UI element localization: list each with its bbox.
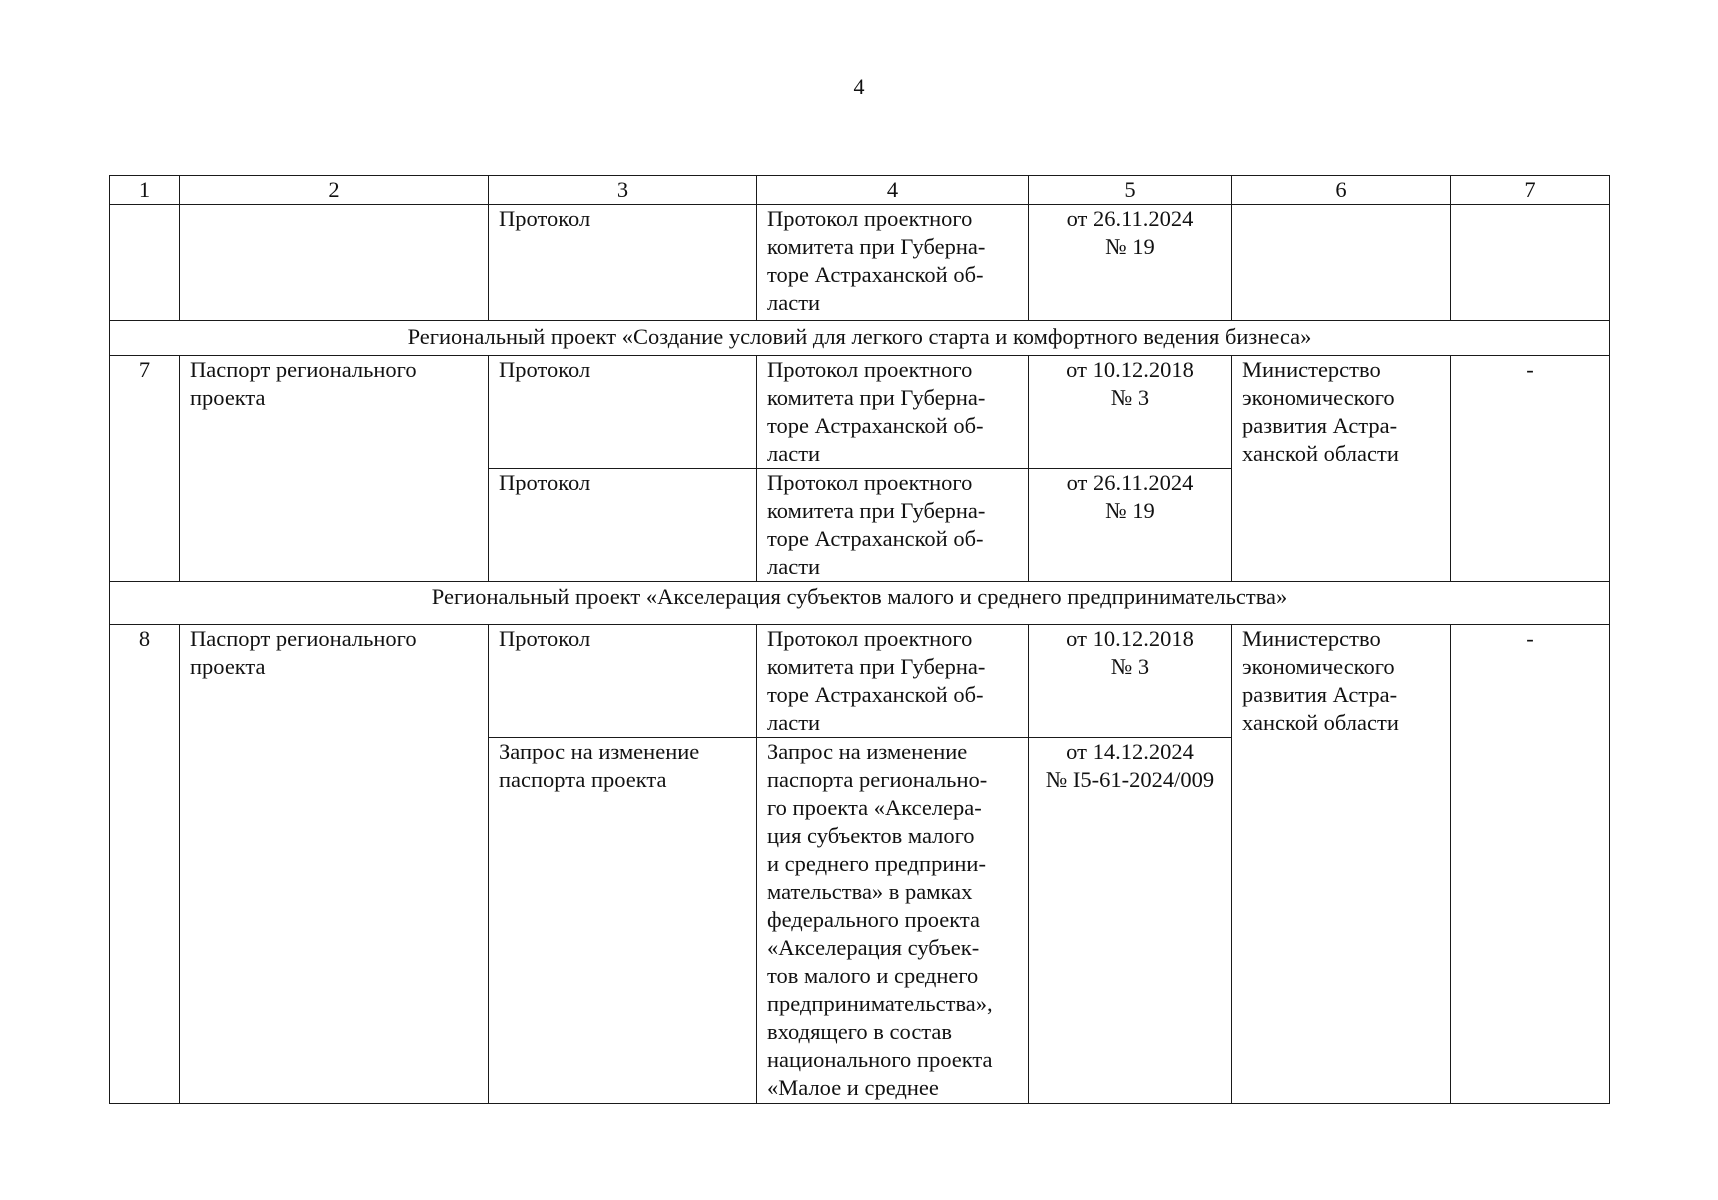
text-line: развития Астра- [1242,413,1398,438]
column-number: 2 [180,176,489,205]
section-title: Региональный проект «Создание условий для легкого старта и комфортного ведения бизнеса» [110,321,1610,356]
cell-document-title [757,738,1029,1104]
section-row [110,582,1610,625]
text-line: от 14.12.2024 [1066,739,1194,764]
text-line: «Акселерация субъек- [767,935,980,960]
text-line: торе Астраханской об- [767,262,984,287]
text-line: развития Астра- [1242,682,1398,707]
cell-note [1451,205,1610,321]
text-line: Министерство [1242,626,1381,651]
text-line: тов малого и среднего [767,963,979,988]
cell-document-date [1029,625,1232,738]
cell-note: - [1451,625,1610,1104]
text-line: торе Астраханской об- [767,413,984,438]
cell-document-name [180,625,489,1104]
cell-document-name [180,356,489,582]
text-line: ласти [767,290,821,315]
cell-document-type: Протокол [489,625,757,738]
text-line: № 3 [1110,385,1150,410]
column-number-row [110,176,1610,205]
text-line: мательства» в рамках [767,879,973,904]
text-line: «Малое и среднее [767,1075,939,1100]
column-number: 4 [757,176,1029,205]
text-line: от 10.12.2018 [1066,357,1194,382]
text-line: от 26.11.2024 [1066,470,1194,495]
text-line: комитета при Губерна- [767,498,986,523]
cell-document-title [757,356,1029,469]
text-line: экономического [1242,654,1395,679]
cell-document-date [1029,205,1232,321]
column-number: 7 [1451,176,1610,205]
text-line: Протокол проектного [767,206,973,231]
cell-document-date [1029,469,1232,582]
page-number: 4 [853,74,865,99]
text-line: го проекта «Акселера- [767,795,982,820]
text-line: паспорта регионально- [767,767,988,792]
text-line: ция субъектов малого [767,823,975,848]
text-line: комитета при Губерна- [767,234,986,259]
text-line: предпринимательства», [767,991,993,1016]
column-number: 1 [110,176,180,205]
text-line: Протокол проектного [767,357,973,382]
text-line: ласти [767,710,821,735]
cell-document-title [757,625,1029,738]
text-line: Министерство [1242,357,1381,382]
column-number: 6 [1232,176,1451,205]
cell-responsible [1232,356,1451,582]
cell-document-title [757,469,1029,582]
text-line: экономического [1242,385,1395,410]
text-line: ласти [767,554,821,579]
registry-table [109,175,1610,1104]
table-row [110,205,1610,321]
text-line: № 19 [1105,234,1155,259]
cell-document-type: Протокол [489,205,757,321]
text-line: Протокол проектного [767,470,973,495]
cell-document-type [489,738,757,1104]
text-line: комитета при Губерна- [767,654,986,679]
text-line: и среднего предприни- [767,851,986,876]
cell-responsible [1232,205,1451,321]
cell-document-type: Протокол [489,469,757,582]
text-line: комитета при Губерна- [767,385,986,410]
text-line: национального проекта [767,1047,993,1072]
text-line: Паспорт регионального [190,626,417,651]
column-number: 3 [489,176,757,205]
text-line: № 19 [1105,498,1155,523]
text-line: № 3 [1110,654,1150,679]
cell-responsible [1232,625,1451,1104]
cell-note: - [1451,356,1610,582]
cell-document-type: Протокол [489,356,757,469]
cell-document-date [1029,738,1232,1104]
text-line: Паспорт регионального [190,357,417,382]
cell-number: 7 [110,356,180,582]
cell-number [110,205,180,321]
table-row [110,356,1610,469]
column-number: 5 [1029,176,1232,205]
cell-document-name [180,205,489,321]
cell-document-date [1029,356,1232,469]
text-line: входящего в состав [767,1019,953,1044]
text-line: федерального проекта [767,907,980,932]
text-line: № I5-61-2024/009 [1045,767,1215,792]
text-line: ханской области [1242,710,1399,735]
text-line: торе Астраханской об- [767,682,984,707]
cell-number: 8 [110,625,180,1104]
text-line: торе Астраханской об- [767,526,984,551]
text-line: от 10.12.2018 [1066,626,1194,651]
section-title: Региональный проект «Акселерация субъектов малого и среднего предпринимательства» [110,582,1610,625]
text-line: ласти [767,441,821,466]
text-line: паспорта проекта [499,767,667,792]
text-line: Протокол проектного [767,626,973,651]
text-line: от 26.11.2024 [1066,206,1194,231]
text-line: проекта [190,654,266,679]
section-row [110,321,1610,356]
cell-document-title [757,205,1029,321]
text-line: Запрос на изменение [499,739,700,764]
table-row [110,625,1610,738]
text-line: Запрос на изменение [767,739,968,764]
text-line: проекта [190,385,266,410]
text-line: ханской области [1242,441,1399,466]
